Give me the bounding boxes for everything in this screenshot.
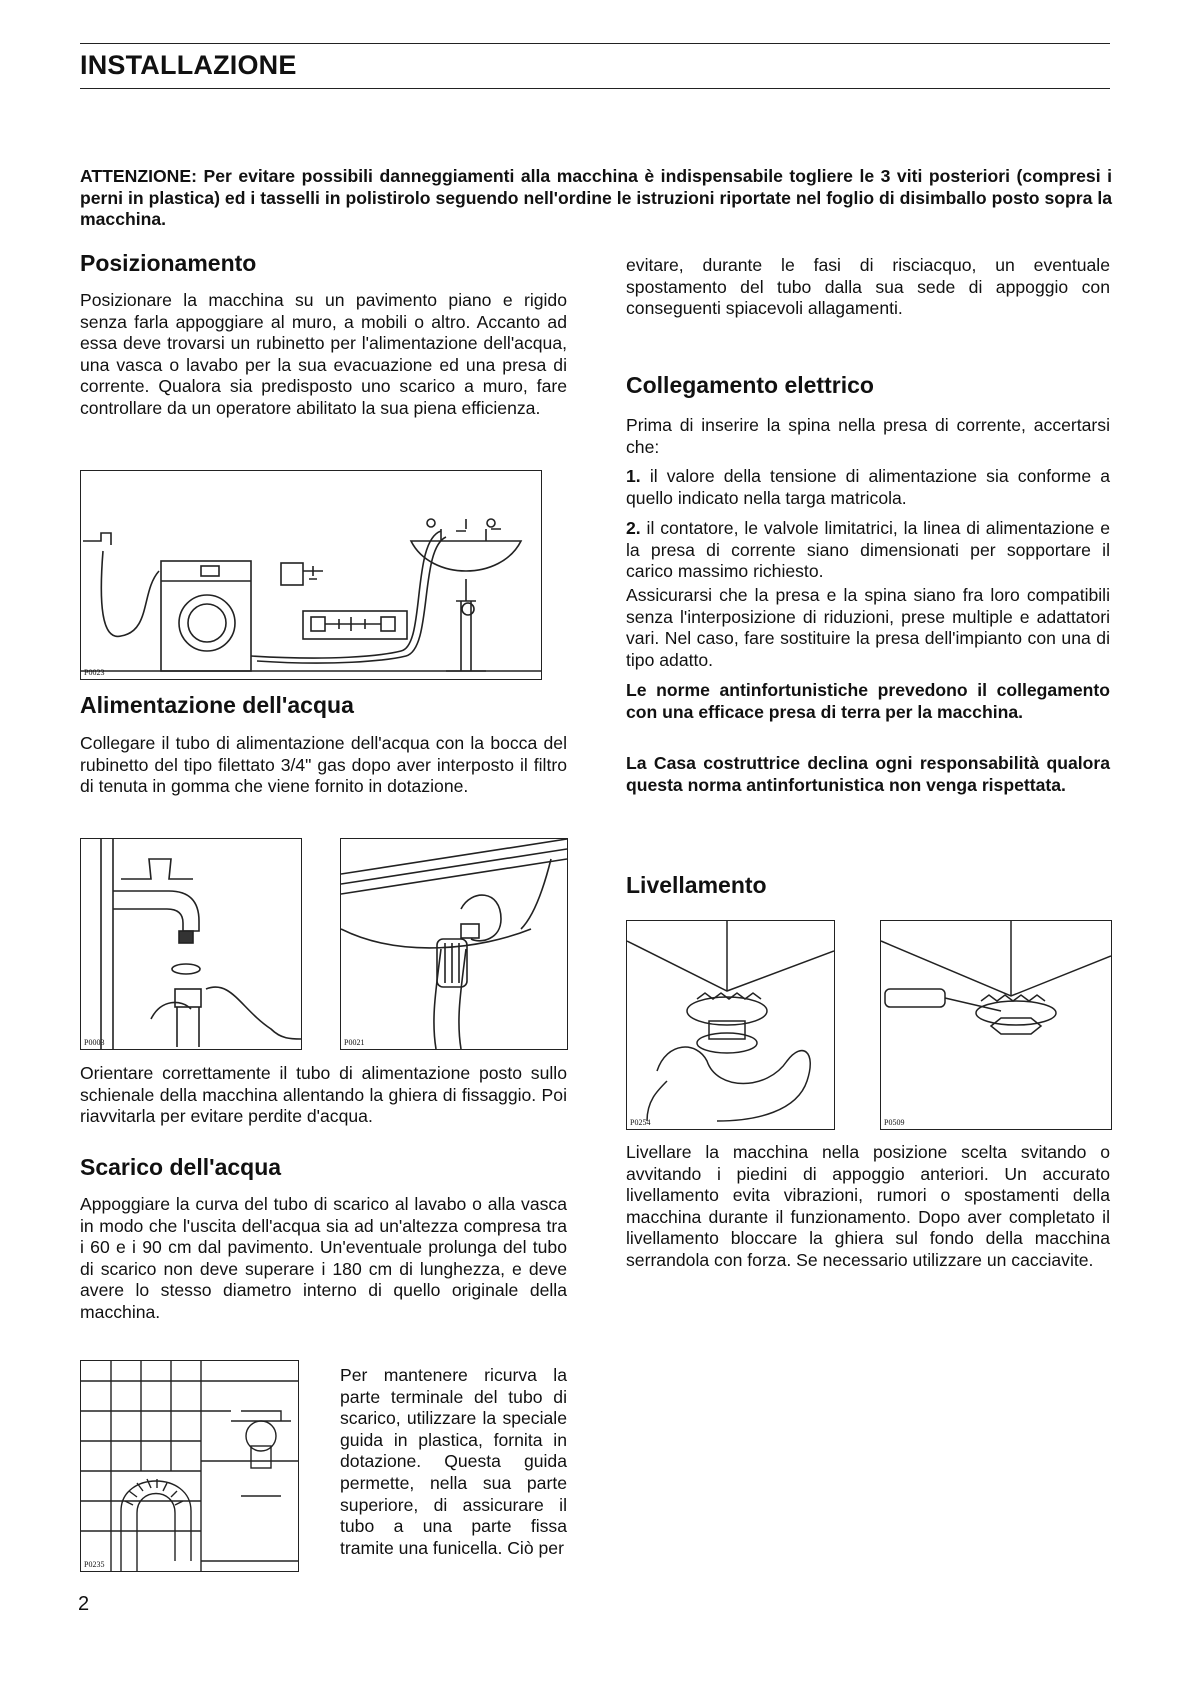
hose-illustration [341, 839, 567, 1049]
figure-drain-guide [80, 1360, 299, 1572]
installation-illustration [81, 471, 541, 679]
leveling-screwdriver-illustration [881, 921, 1111, 1129]
page-number: 2 [78, 1593, 90, 1615]
section-title-posizionamento: Posizionamento [80, 250, 257, 276]
scarico-text: Appoggiare la curva del tubo di scarico al lavabo o alla vasca in modo che l'uscita dell'acqua sia ad un'altezza compresa tra i 60 e i 90 cm dal pavimento. Un'eventuale prolunga del tubo di scarico non deve superare i 180 cm di lunghezza, e deve avere lo stesso diametro interno di quello originale della macchina. [80, 1194, 567, 1322]
elettrico-item-1 [626, 466, 1110, 509]
figure-code: P0254 [630, 1118, 651, 1127]
warning-paragraph: ATTENZIONE: Per evitare possibili danneggiamenti alla macchina è indispensabile togliere le 3 viti posteriori (compresi i perni in plastica) ed i tasselli in polistirolo seguendo nell'ordine le istruzioni riportate nel foglio di disimballo posto sopra la macchina. [80, 166, 1112, 229]
figure-leveling-screwdriver [880, 920, 1112, 1130]
leveling-hand-illustration [627, 921, 834, 1129]
elettrico-text-3: Assicurarsi che la presa e la spina siano fra loro compatibili senza l'interposizione di riduzioni, prese multiple e adattatori vari. Nel caso, fare sostituire la presa dell'impianto con una di tipo adatto. [626, 585, 1110, 670]
elettrico-warning-2: La Casa costruttrice declina ogni responsabilità qualora questa norma antinfortunistica non venga rispettata. [626, 753, 1110, 795]
figure-hose-orientation [340, 838, 568, 1050]
alimentazione-text: Collegare il tubo di alimentazione dell'acqua con la bocca del rubinetto del tipo filettato 3/4" gas dopo aver interposto il filtro di tenuta in gomma che viene fornito in dotazione. [80, 733, 567, 797]
header-bottom-rule [80, 88, 1110, 89]
section-title-alimentazione: Alimentazione dell'acqua [80, 692, 354, 718]
elettrico-warning-1: Le norme antinfortunistiche prevedono il collegamento con una efficace presa di terra per la macchina. [626, 680, 1110, 722]
figure-installation-overview [80, 470, 542, 680]
section-title-livellamento: Livellamento [626, 872, 767, 898]
figure-code: P0003 [84, 1038, 105, 1047]
item-text: il valore della tensione di alimentazione sia conforme a quello indicato nella targa matricola. [626, 466, 1111, 508]
item-number: 2. [626, 518, 641, 538]
figure-tap-connection [80, 838, 302, 1050]
livellamento-text: Livellare la macchina nella posizione scelta svitando o avvitando i piedini di appoggio anteriori. Un accurato livellamento evita vibrazioni, rumori o spostamenti della macchina durante il funzionamento. Dopo aver completato il livellamento bloccare la ghiera sul fondo della macchina serrandola con forza. Se necessario utilizzare un cacciavite. [626, 1142, 1110, 1270]
figure-code: P0023 [84, 668, 105, 677]
page-title: INSTALLAZIONE [80, 50, 297, 80]
scarico-side-text: Per mantenere ricurva la parte terminale del tubo di scarico, utilizzare la speciale guida in plastica, fornita in dotazione. Questa guida permette, nella sua parte superiore, di assicurare il tubo a una parte fissa tramite una funicella. Ciò per [340, 1365, 567, 1558]
alimentazione-text-2: Orientare correttamente il tubo di alimentazione posto sullo schienale della macchina allentando la ghiera di fissaggio. Poi riavvitarla per evitare perdite d'acqua. [80, 1063, 567, 1127]
elettrico-intro: Prima di inserire la spina nella presa di corrente, accertarsi che: [626, 415, 1110, 457]
figure-code: P0509 [884, 1118, 905, 1127]
figure-leveling-hand [626, 920, 835, 1130]
header-top-rule [80, 43, 1110, 44]
item-number: 1. [626, 466, 641, 486]
section-title-elettrico: Collegamento elettrico [626, 372, 874, 398]
tap-illustration [81, 839, 301, 1049]
figure-code: P0235 [84, 1560, 105, 1569]
elettrico-item-2 [626, 518, 1110, 583]
figure-code: P0021 [344, 1038, 365, 1047]
posizionamento-text: Posizionare la macchina su un pavimento piano e rigido senza farla appoggiare al muro, a mobili o altro. Accanto ad essa deve trovarsi un rubinetto per l'alimentazione dell'acqua, una vasca o lavabo per la sua evacuazione ed una presa di corrente. Qualora sia predisposto uno scarico a muro, fare controllare da un operatore abilitato la sua piena efficienza. [80, 290, 567, 418]
section-title-scarico: Scarico dell'acqua [80, 1154, 282, 1180]
scarico-continuation: evitare, durante le fasi di risciacquo, un eventuale spostamento del tubo dalla sua sede di appoggio con conseguenti spiacevoli allagamenti. [626, 255, 1110, 319]
item-text: il contatore, le valvole limitatrici, la linea di alimentazione e la presa di corrente siano dimensionati per sopportare il carico massimo richiesto. [626, 518, 1110, 582]
drain-illustration [81, 1361, 298, 1571]
